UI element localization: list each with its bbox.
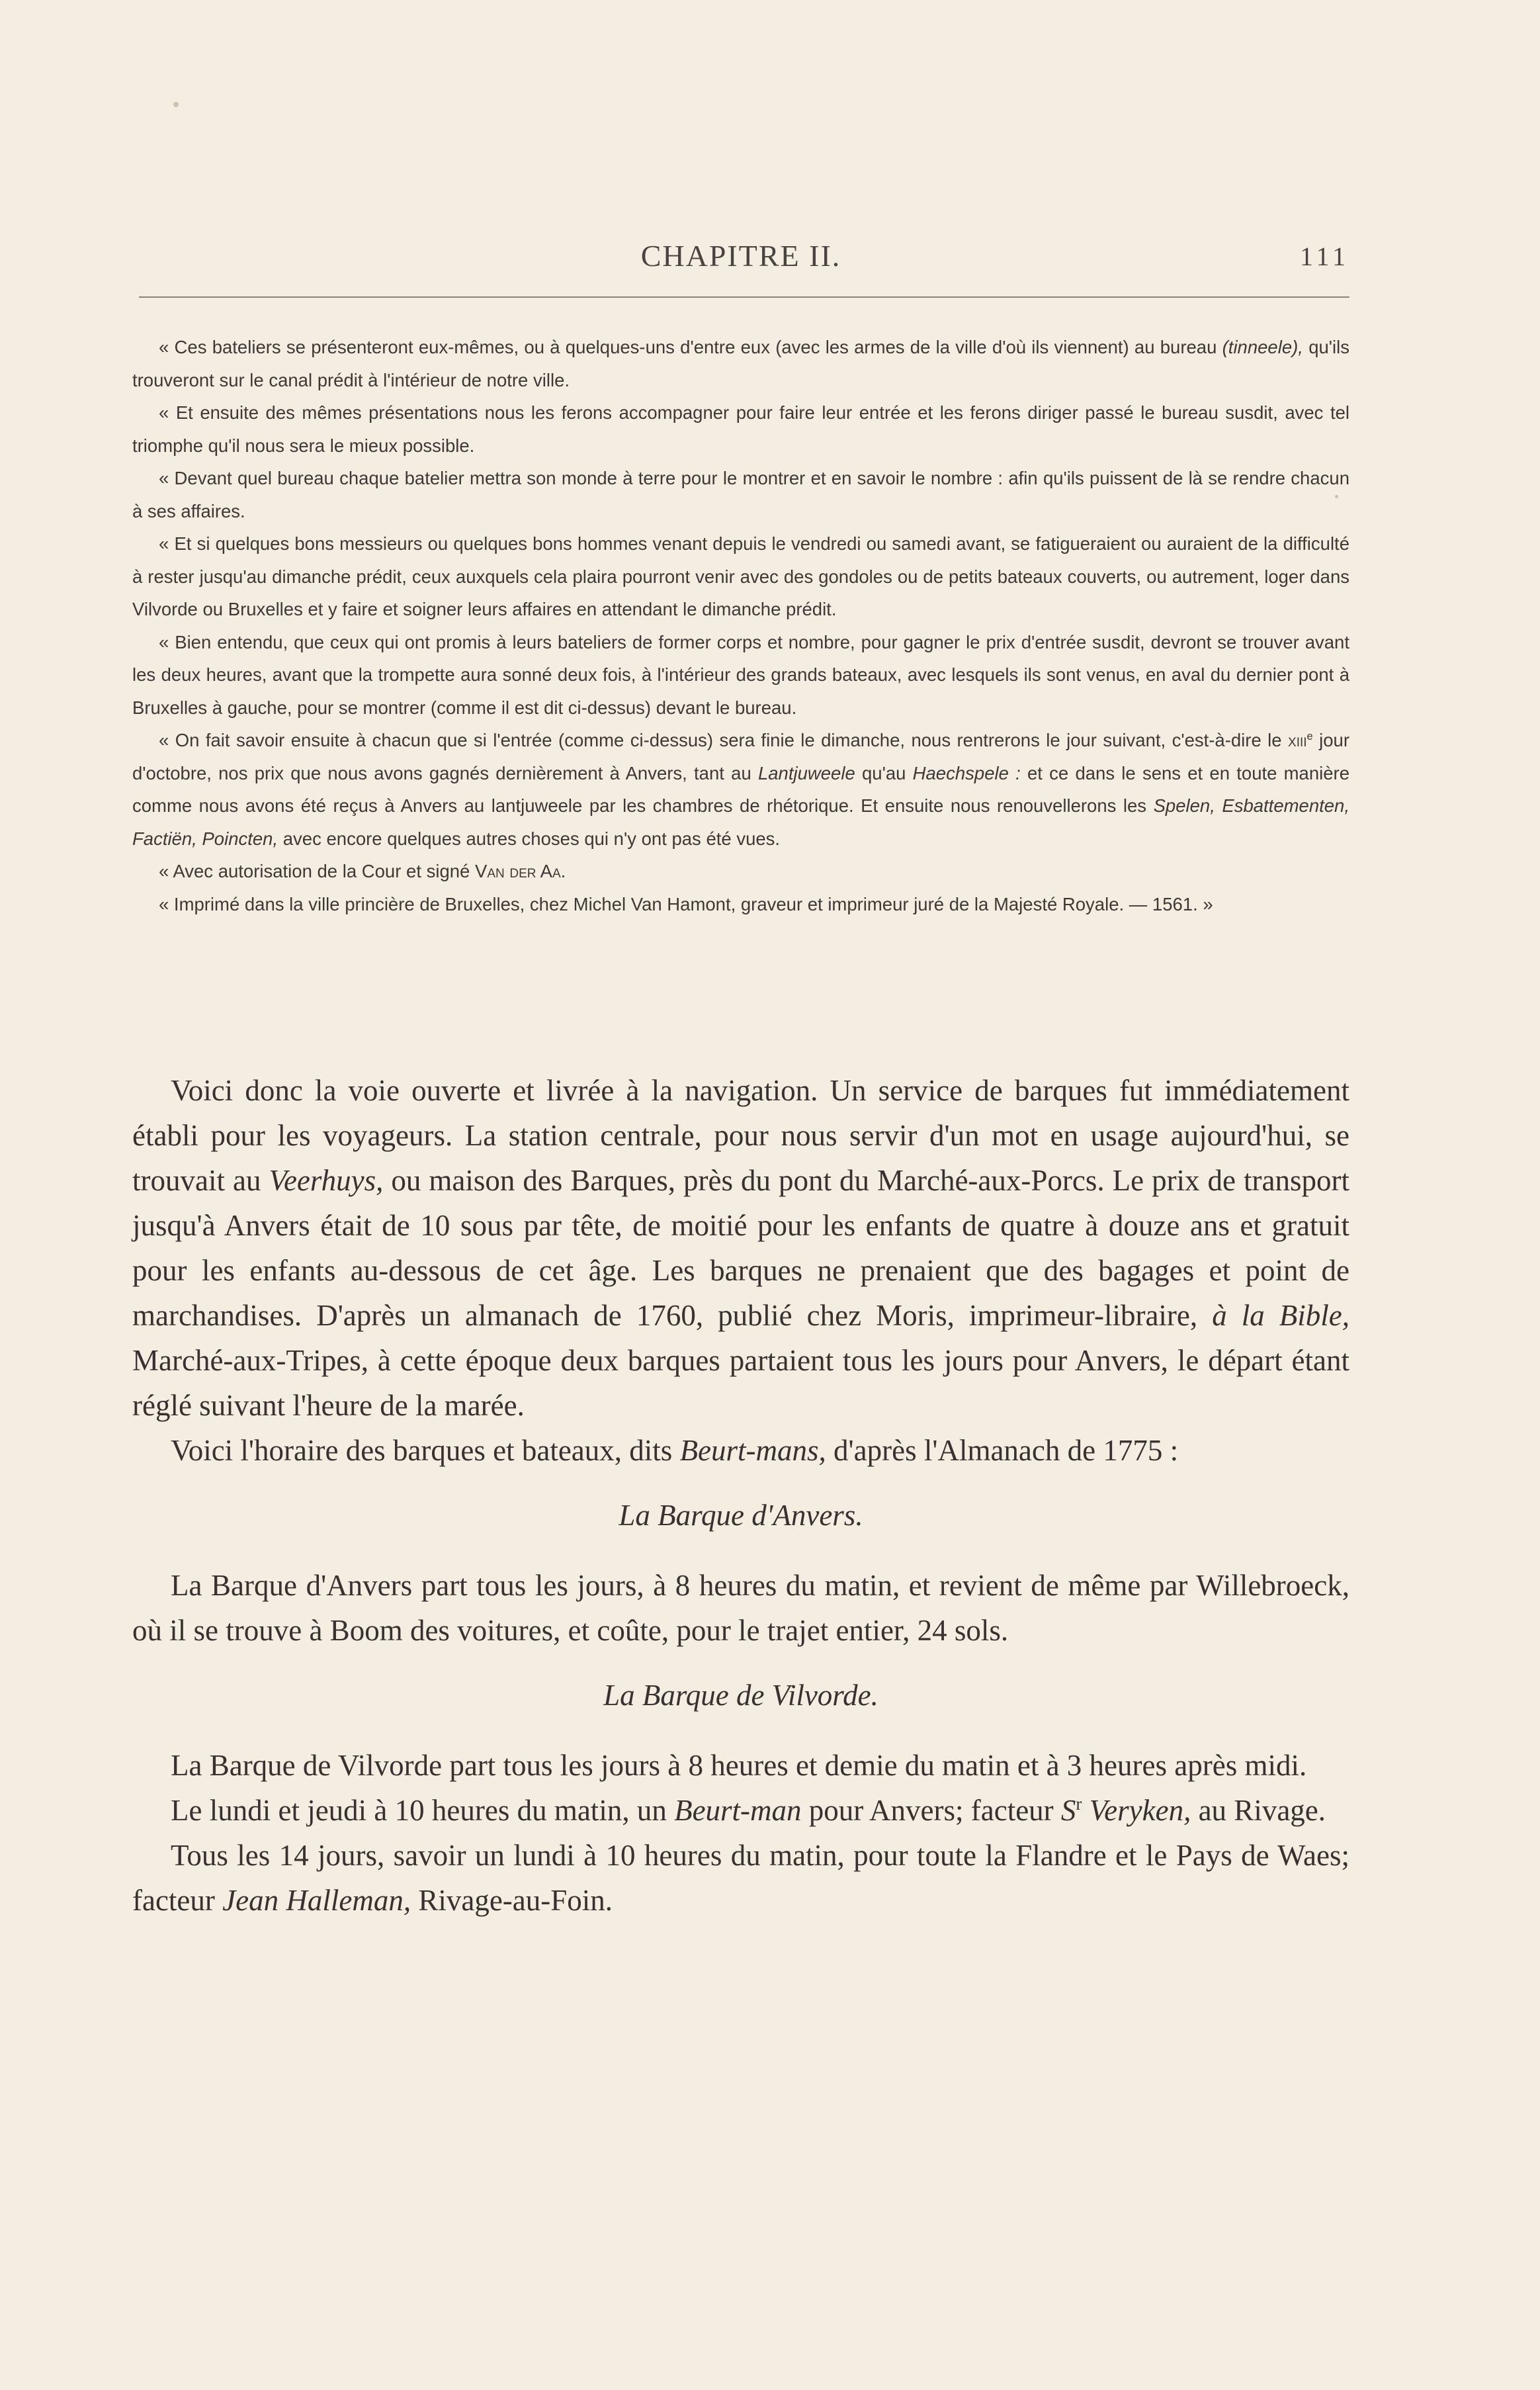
page-header — [132, 238, 1349, 291]
quote-paragraph: « Avec autorisation de la Cour et signé Van der Aa. — [159, 861, 566, 881]
section-heading: La Barque de Vilvorde. — [603, 1679, 878, 1712]
section-heading: La Barque d'Anvers. — [619, 1499, 863, 1532]
body-paragraph: Tous les 14 jours, savoir un lundi à 10 heures du matin, pour toute la Flandre et le Pays de Waes; facteur Jean Halleman, Rivage-au-Foin. — [132, 1839, 1349, 1917]
quoted-proclamation — [132, 331, 1349, 920]
body-paragraph: Le lundi et jeudi à 10 heures du matin, un Beurt-man pour Anvers; facteur $S^r$ Veryken, au Rivage. — [171, 1794, 1326, 1827]
quote-paragraph: « Imprimé dans la ville princière de Bruxelles, chez Michel Van Hamont, graveur et imprimeur juré de la Majesté Royale. — 1561. » — [159, 893, 1213, 914]
quote-paragraph: « Bien entendu, que ceux qui ont promis à leurs bateliers de former corps et nombre, pour gagner le prix d'entrée susdit, devront se trouver avant les deux heures, avant que la trompette aura sonné deux fois, à l'intérieur des grands bateaux, avec lesquels ils sont venus, en aval du dernier pont à Bruxelles à gauche, pour se montrer (comme il est dit ci-dessus) devant le bureau. — [132, 631, 1349, 718]
quote-paragraph: « Et ensuite des mêmes présentations nous les ferons accompagner pour faire leur entrée et les ferons diriger passé le bureau susdit, avec tel triomphe qu'il nous sera le mieux possible. — [132, 402, 1349, 456]
main-text — [132, 1068, 1349, 1923]
body-paragraph: Voici l'horaire des barques et bateaux, dits Beurt-mans, d'après l'Almanach de 1775 : — [171, 1434, 1179, 1467]
quote-paragraph: « On fait savoir ensuite à chacun que si l'entrée (comme ci-dessus) sera finie le dimanche, nous rentrerons le jour suivant, c'est-à-dire le xiii$^e$ jour d'octobre, nos prix que nous avons gagnés dernièrement à Anvers, tant au Lantjuweele qu'au Haechspele : et ce dans le sens et en toute manière comme nous avons été reçus à Anvers au lantjuweele par les chambres de rhétorique. Et ensuite nous renouvellerons les Spelen, Esbattementen, Factiën, Poincten, avec encore quelques autres choses qui n'y ont pas été vues. — [132, 730, 1350, 849]
body-paragraph: Voici donc la voie ouverte et livrée à la navigation. Un service de barques fut immédiatement établi pour les voyageurs. La station centrale, pour nous servir d'un mot en usage aujourd'hui, se trouvait au Veerhuys, ou maison des Barques, près du pont du Marché-aux-Porcs. Le prix de transport jusqu'à Anvers était de 10 sous par tête, de moitié pour les enfants de quatre à douze ans et gratuit pour les enfants au-dessous de cet âge. Les barques ne prenaient que des bagages et point de marchandises. D'après un almanach de 1760, publié chez Moris, imprimeur-libraire, à la Bible, Marché-aux-Tripes, à cette époque deux barques partaient tous les jours pour Anvers, le départ étant réglé suivant l'heure de la marée. — [132, 1074, 1350, 1422]
quote-paragraph: « Et si quelques bons messieurs ou quelques bons hommes venant depuis le vendredi ou samedi avant, se fatigueraient ou auraient de la difficulté à rester jusqu'au dimanche prédit, ceux auxquels cela plaira pourront venir avec des gondoles ou de petits bateaux couverts, ou autrement, loger dans Vilvorde ou Bruxelles et y faire et soigner leurs affaires en attendant le dimanche prédit. — [132, 533, 1349, 619]
header-rule — [139, 296, 1349, 298]
quote-paragraph: « Ces bateliers se présenteront eux-mêmes, ou à quelques-uns d'entre eux (avec les armes de la ville d'où ils viennent) au bureau (tinneele), qu'ils trouveront sur le canal prédit à l'intérieur de notre ville. — [132, 337, 1349, 390]
page-number: 111 — [1299, 242, 1349, 271]
chapter-title: CHAPITRE II. — [640, 239, 841, 273]
quote-paragraph: « Devant quel bureau chaque batelier mettra son monde à terre pour le montrer et en savoir le nombre : afin qu'ils puissent de là se rendre chacun à ses affaires. — [132, 468, 1349, 521]
body-paragraph: La Barque de Vilvorde part tous les jours à 8 heures et demie du matin et à 3 heures après midi. — [171, 1749, 1307, 1782]
paper-speck — [173, 102, 179, 107]
body-paragraph: La Barque d'Anvers part tous les jours, à 8 heures du matin, et revient de même par Willebroeck, où il se trouve à Boom des voitures, et coûte, pour le trajet entier, 24 sols. — [132, 1569, 1349, 1647]
